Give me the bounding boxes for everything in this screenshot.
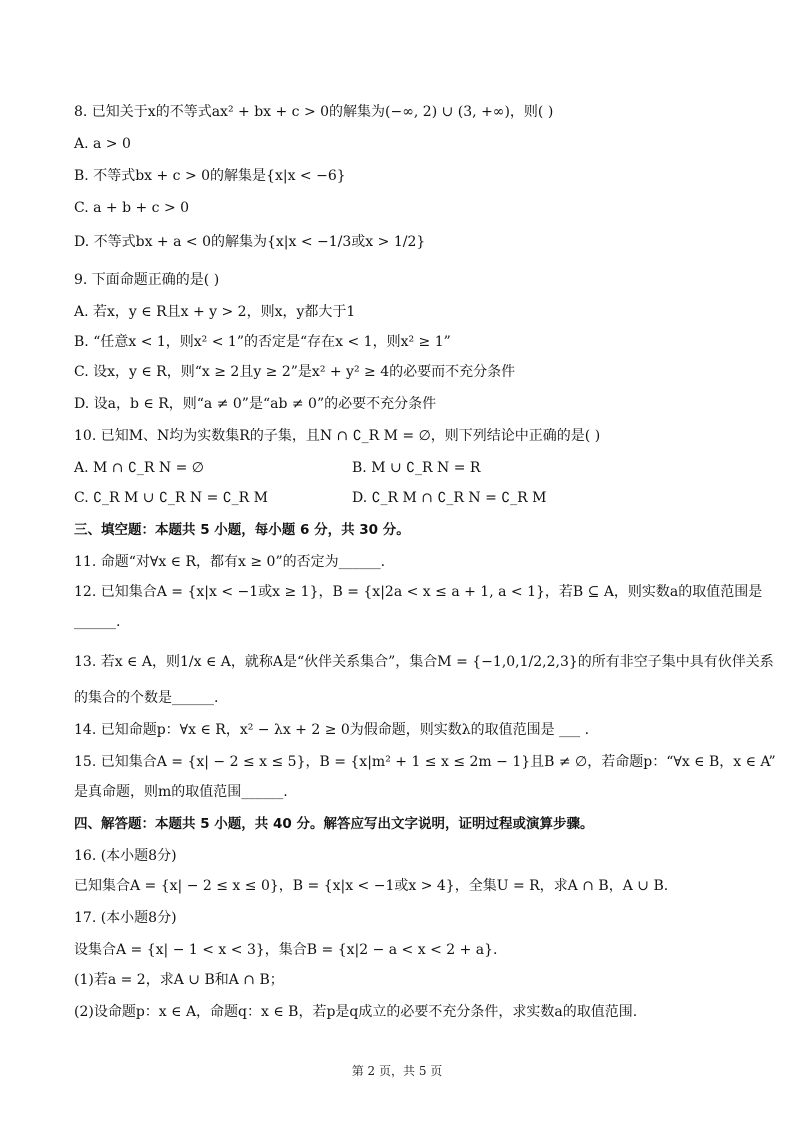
q10-option-b: B. M ∪ ∁_R N = R bbox=[352, 460, 481, 476]
question-14: 14. 已知命题p：∀x ∈ R，x² − λx + 2 ≥ 0为假命题，则实数λ的取值范围是 ___ . bbox=[74, 722, 590, 738]
page-footer: 第 2 页，共 5 页 bbox=[351, 1064, 443, 1078]
question-13-cont: 的集合的个数是______. bbox=[74, 690, 219, 706]
question-17: 17. (本小题8分) bbox=[74, 910, 177, 926]
question-10: 10. 已知M、N均为实数集R的子集，且N ∩ ∁_R M = ∅，则下列结论中正确的是( ) bbox=[74, 428, 601, 444]
q8-option-b: B. 不等式bx + c > 0的解集是{x|x < −6} bbox=[74, 168, 346, 184]
question-15-cont: 是真命题，则m的取值范围______. bbox=[74, 784, 288, 800]
question-15: 15. 已知集合A = {x| − 2 ≤ x ≤ 5}，B = {x|m² + 1 ≤ x ≤ 2m − 1}且B ≠ ∅，若命题p：“∀x ∈ B，x ∈ A” bbox=[74, 754, 776, 770]
question-17-text: 设集合A = {x| − 1 < x < 3}，集合B = {x|2 − a < x < 2 + a}. bbox=[74, 942, 498, 958]
q9-option-d: D. 设a，b ∈ R，则“a ≠ 0”是“ab ≠ 0”的必要不充分条件 bbox=[74, 396, 437, 412]
question-11: 11. 命题“对∀x ∈ R，都有x ≥ 0”的否定为______. bbox=[74, 554, 386, 570]
section-3-heading: 三、填空题：本题共 5 小题，每小题 6 分，共 30 分。 bbox=[74, 522, 410, 538]
q10-option-a: A. M ∩ ∁_R N = ∅ bbox=[74, 460, 204, 476]
q10-options-row-2 bbox=[74, 488, 734, 508]
q10-option-c: C. ∁_R M ∪ ∁_R N = ∁_R M bbox=[74, 490, 268, 506]
q9-option-a: A. 若x，y ∈ R且x + y > 2，则x，y都大于1 bbox=[74, 304, 356, 320]
q8-option-c: C. a + b + c > 0 bbox=[74, 200, 190, 216]
q8-option-a: A. a > 0 bbox=[74, 136, 131, 152]
q10-option-d: D. ∁_R M ∩ ∁_R N = ∁_R M bbox=[352, 490, 547, 506]
question-17-part-2: (2)设命题p：x ∈ A，命题q：x ∈ B，若p是q成立的必要不充分条件，求实数a的取值范围. bbox=[74, 1004, 638, 1020]
q9-option-b: B. “任意x < 1，则x² < 1”的否定是“存在x < 1，则x² ≥ 1” bbox=[74, 334, 451, 350]
section-4-heading: 四、解答题：本题共 5 小题，共 40 分。解答应写出文字说明，证明过程或演算步骤。 bbox=[74, 816, 594, 832]
question-16: 16. (本小题8分) bbox=[74, 848, 177, 864]
question-13: 13. 若x ∈ A，则1/x ∈ A，就称A是“伙伴关系集合”，集合M = {−1,0,1/2,2,3}的所有非空子集中具有伙伴关系 bbox=[74, 654, 774, 670]
q9-option-c: C. 设x，y ∈ R，则“x ≥ 2且y ≥ 2”是x² + y² ≥ 4的必要而不充分条件 bbox=[74, 364, 516, 380]
question-8: 8. 已知关于x的不等式ax² + bx + c > 0的解集为(−∞, 2) ∪ (3, +∞)，则( ) bbox=[74, 104, 554, 120]
question-12: 12. 已知集合A = {x|x < −1或x ≥ 1}，B = {x|2a < x ≤ a + 1, a < 1}，若B ⊆ A，则实数a的取值范围是 bbox=[74, 584, 763, 600]
q8-option-d: D. 不等式bx + a < 0的解集为{x|x < −1/3或x > 1/2} bbox=[74, 234, 426, 250]
q10-options-row-1 bbox=[74, 458, 734, 478]
question-12-cont: ______. bbox=[74, 614, 121, 630]
question-9: 9. 下面命题正确的是( ) bbox=[74, 272, 220, 288]
question-16-text: 已知集合A = {x| − 2 ≤ x ≤ 0}，B = {x|x < −1或x > 4}，全集U = R，求A ∩ B，A ∪ B. bbox=[74, 878, 669, 894]
question-17-part-1: (1)若a = 2，求A ∪ B和A ∩ B； bbox=[74, 972, 284, 988]
